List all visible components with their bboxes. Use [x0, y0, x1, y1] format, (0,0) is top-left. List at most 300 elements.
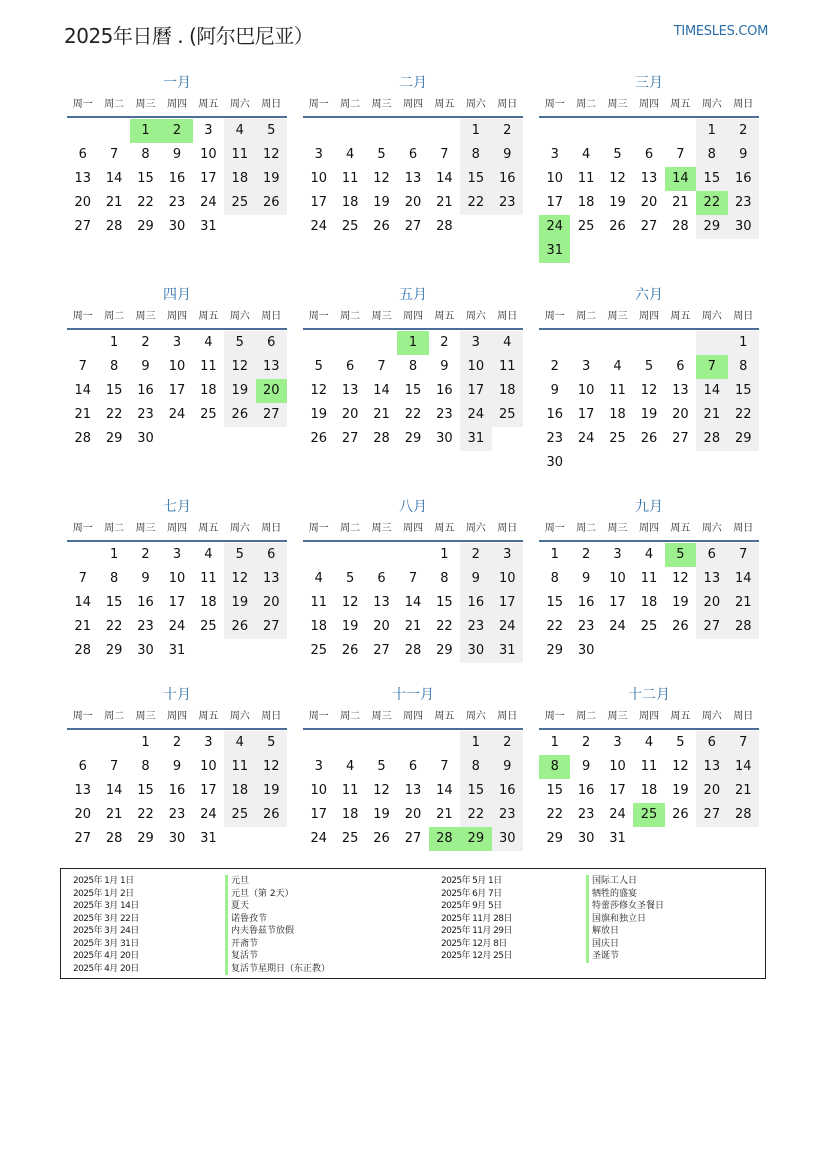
- weekday-label: 周日: [497, 311, 518, 322]
- day-grid: [67, 331, 287, 451]
- day-cell: 26: [224, 403, 255, 427]
- weekday-label: 周三: [607, 711, 628, 722]
- day-cell: 2: [141, 547, 150, 562]
- month-calendar: [303, 284, 523, 496]
- day-cell: 26: [373, 831, 390, 846]
- legend-date: 2025年 4月 20日: [73, 963, 139, 974]
- day-cell: 21: [436, 807, 453, 822]
- day-grid: [539, 331, 759, 475]
- day-cell: 15: [460, 167, 491, 191]
- weekday-header: [539, 518, 759, 542]
- day-cell: 20: [640, 195, 658, 210]
- day-cell: 24: [200, 195, 217, 210]
- day-cell: 2: [141, 335, 150, 350]
- day-cell: 4: [224, 731, 255, 755]
- day-cell: 1: [696, 119, 727, 143]
- day-cell: 5: [224, 331, 255, 355]
- day-cell: 28: [404, 643, 422, 658]
- day-cell: 6: [345, 359, 355, 374]
- weekday-label: 周六: [701, 523, 722, 534]
- day-cell: 22: [105, 407, 123, 422]
- weekday-label: 周六: [701, 711, 722, 722]
- legend-row: [73, 900, 330, 913]
- weekday-label: 周五: [198, 711, 219, 722]
- day-cell: 28: [105, 831, 123, 846]
- month-calendar: [67, 72, 287, 284]
- day-cell: 20: [672, 407, 689, 422]
- day-cell: 13: [640, 171, 658, 186]
- day-cell: 3: [613, 735, 622, 750]
- weekday-label: 周二: [576, 523, 597, 534]
- day-cell: 12: [640, 383, 658, 398]
- day-cell: 3: [172, 335, 182, 350]
- day-cell: 19: [256, 167, 287, 191]
- day-grid: [303, 543, 523, 663]
- weekday-label: 周五: [434, 311, 455, 322]
- day-cell: 26: [310, 431, 327, 446]
- month-title: 七月: [163, 499, 191, 515]
- weekday-label: 周五: [434, 711, 455, 722]
- day-cell: 18: [640, 783, 658, 798]
- day-cell: 11: [640, 759, 658, 774]
- day-cell: 8: [408, 359, 418, 374]
- day-cell: 19: [640, 407, 658, 422]
- month-calendar: [67, 684, 287, 872]
- weekday-label: 周四: [402, 99, 423, 110]
- day-cell: 29: [137, 831, 154, 846]
- legend-holiday-name: 元旦（第 2天）: [225, 888, 294, 901]
- day-cell: 9: [550, 383, 559, 398]
- empty-cell: [334, 119, 365, 143]
- holiday-legend: [60, 868, 766, 979]
- day-cell: 26: [256, 803, 287, 827]
- day-cell: 3: [550, 147, 559, 162]
- day-cell: 17: [310, 807, 327, 822]
- day-cell: 29: [696, 215, 727, 239]
- day-cell: 28: [373, 431, 390, 446]
- empty-cell: [696, 331, 727, 355]
- weekday-label: 周日: [497, 99, 518, 110]
- day-cell: 30: [728, 215, 759, 239]
- weekday-label: 周四: [166, 711, 187, 722]
- legend-holiday-name: 诺鲁孜节: [225, 913, 267, 926]
- day-cell: 2: [492, 119, 523, 143]
- weekday-label: 周一: [544, 711, 565, 722]
- day-cell: 21: [728, 779, 759, 803]
- day-cell: 9: [172, 147, 182, 162]
- day-cell: 13: [696, 755, 727, 779]
- legend-date: 2025年 12月 25日: [441, 951, 512, 961]
- day-cell: 19: [341, 619, 359, 634]
- legend-date: 2025年 5月 1日: [441, 876, 502, 886]
- day-cell: 26: [640, 431, 658, 446]
- weekday-label: 周日: [497, 523, 518, 534]
- day-cell: 28: [436, 219, 453, 234]
- empty-cell: [539, 331, 570, 355]
- day-cell: 16: [460, 591, 491, 615]
- day-grid: [539, 543, 759, 663]
- day-cell: 4: [581, 147, 591, 162]
- legend-date: 2025年 4月 20日: [73, 951, 139, 961]
- legend-holiday-name: 国际工人日: [586, 875, 637, 888]
- month-calendar: [539, 684, 759, 872]
- day-cell: 26: [341, 643, 359, 658]
- legend-holiday-name: 特蕾莎修女圣餐日: [586, 900, 664, 913]
- day-cell: 19: [310, 407, 327, 422]
- day-cell: 5: [256, 119, 287, 143]
- weekday-label: 周二: [576, 711, 597, 722]
- day-cell: 19: [373, 807, 390, 822]
- empty-cell: [334, 543, 365, 567]
- day-cell: 4: [613, 359, 622, 374]
- weekday-label: 周四: [402, 711, 423, 722]
- day-cell: 7: [440, 147, 449, 162]
- day-cell: 11: [577, 171, 595, 186]
- weekday-label: 周五: [670, 711, 691, 722]
- day-cell: 17: [168, 383, 186, 398]
- day-cell: 15: [546, 783, 563, 798]
- empty-cell: [98, 731, 129, 755]
- legend-holiday-name: 复活节: [225, 950, 258, 963]
- day-cell: 13: [256, 567, 287, 591]
- day-cell: 28: [728, 615, 759, 639]
- empty-cell: [366, 119, 397, 143]
- day-cell: 20: [74, 195, 91, 210]
- empty-cell: [397, 731, 428, 755]
- weekday-label: 周二: [340, 311, 361, 322]
- day-cell: 25: [341, 831, 359, 846]
- holiday-day-cell: 31: [539, 239, 570, 263]
- weekday-label: 周四: [166, 311, 187, 322]
- day-cell: 22: [137, 195, 154, 210]
- day-cell: 24: [200, 807, 217, 822]
- weekday-label: 周二: [104, 99, 125, 110]
- month-title: 十月: [163, 687, 191, 703]
- empty-cell: [67, 731, 98, 755]
- day-cell: 10: [577, 383, 595, 398]
- weekday-label: 周四: [638, 311, 659, 322]
- day-cell: 30: [168, 219, 186, 234]
- day-cell: 19: [672, 595, 689, 610]
- day-grid: [303, 331, 523, 451]
- day-cell: 8: [109, 359, 119, 374]
- day-cell: 28: [728, 803, 759, 827]
- day-cell: 21: [74, 407, 91, 422]
- holiday-day-cell: 1: [130, 119, 161, 143]
- weekday-header: [303, 706, 523, 730]
- day-cell: 9: [581, 759, 591, 774]
- legend-holiday-name: 圣诞节: [586, 950, 619, 963]
- day-cell: 15: [728, 379, 759, 403]
- legend-row: [441, 950, 664, 963]
- day-cell: 15: [460, 779, 491, 803]
- weekday-header: [303, 94, 523, 118]
- day-cell: 25: [609, 431, 626, 446]
- day-cell: 18: [200, 383, 217, 398]
- day-cell: 19: [609, 195, 626, 210]
- legend-holiday-name: 解放日: [586, 925, 619, 938]
- month-calendar: [539, 284, 759, 496]
- weekday-label: 周三: [135, 99, 156, 110]
- weekday-label: 周四: [638, 711, 659, 722]
- weekday-label: 周三: [371, 523, 392, 534]
- day-cell: 16: [492, 167, 523, 191]
- month-calendar: [303, 72, 523, 284]
- weekday-label: 周一: [72, 99, 93, 110]
- day-cell: 16: [577, 783, 595, 798]
- weekday-label: 周一: [308, 311, 329, 322]
- legend-date: 2025年 6月 7日: [441, 888, 502, 899]
- day-cell: 23: [492, 803, 523, 827]
- day-cell: 3: [613, 547, 622, 562]
- legend-row: [73, 925, 330, 938]
- legend-row: [441, 938, 664, 951]
- weekday-label: 周一: [72, 523, 93, 534]
- weekday-label: 周四: [402, 311, 423, 322]
- legend-holiday-name: 牺牲的盛宴: [586, 888, 637, 901]
- weekday-header: [303, 518, 523, 542]
- weekday-label: 周一: [544, 311, 565, 322]
- months-grid: [67, 72, 761, 872]
- day-cell: 12: [609, 171, 626, 186]
- day-cell: 29: [436, 643, 453, 658]
- day-cell: 2: [728, 119, 759, 143]
- day-cell: 10: [200, 147, 217, 162]
- day-cell: 23: [577, 807, 595, 822]
- weekday-label: 周四: [166, 99, 187, 110]
- day-cell: 27: [696, 615, 727, 639]
- day-cell: 25: [341, 219, 359, 234]
- empty-cell: [570, 119, 601, 143]
- day-cell: 17: [609, 595, 626, 610]
- day-grid: [303, 731, 523, 851]
- day-cell: 5: [345, 571, 355, 586]
- weekday-header: [539, 94, 759, 118]
- day-cell: 3: [204, 735, 213, 750]
- legend-date: 2025年 3月 22日: [73, 913, 139, 924]
- day-cell: 1: [141, 735, 150, 750]
- day-cell: 3: [314, 759, 323, 774]
- weekday-label: 周二: [576, 99, 597, 110]
- holiday-day-cell: 5: [665, 543, 696, 567]
- holiday-day-cell: 1: [397, 331, 428, 355]
- day-cell: 24: [310, 219, 327, 234]
- day-cell: 21: [404, 619, 422, 634]
- weekday-label: 周六: [701, 99, 722, 110]
- day-cell: 13: [672, 383, 689, 398]
- day-cell: 11: [224, 755, 255, 779]
- day-cell: 5: [676, 735, 685, 750]
- day-cell: 26: [224, 615, 255, 639]
- day-cell: 27: [404, 219, 422, 234]
- day-cell: 14: [105, 783, 123, 798]
- day-cell: 24: [577, 431, 595, 446]
- day-cell: 8: [141, 147, 150, 162]
- weekday-label: 周一: [308, 523, 329, 534]
- month-title: 十一月: [392, 687, 434, 703]
- day-cell: 6: [696, 543, 727, 567]
- weekday-label: 周一: [72, 711, 93, 722]
- day-cell: 5: [377, 759, 386, 774]
- day-cell: 14: [728, 755, 759, 779]
- weekday-header: [67, 94, 287, 118]
- day-cell: 31: [168, 643, 186, 658]
- brand-link[interactable]: TIMESLES.COM: [673, 24, 768, 39]
- day-cell: 20: [373, 619, 390, 634]
- day-cell: 27: [341, 431, 359, 446]
- legend-row: [73, 950, 330, 963]
- weekday-label: 周三: [607, 99, 628, 110]
- holiday-day-cell: 7: [696, 355, 727, 379]
- empty-cell: [67, 331, 98, 355]
- empty-cell: [303, 543, 334, 567]
- holiday-day-cell: 14: [665, 167, 696, 191]
- day-cell: 7: [728, 731, 759, 755]
- day-cell: 26: [672, 807, 689, 822]
- day-grid: [539, 119, 759, 263]
- day-cell: 21: [728, 591, 759, 615]
- day-cell: 25: [577, 219, 595, 234]
- day-cell: 30: [577, 643, 595, 658]
- day-cell: 20: [341, 407, 359, 422]
- day-cell: 4: [314, 571, 323, 586]
- day-cell: 3: [460, 331, 491, 355]
- day-cell: 24: [168, 619, 186, 634]
- weekday-label: 周一: [308, 711, 329, 722]
- weekday-header: [67, 518, 287, 542]
- holiday-day-cell: 29: [460, 827, 491, 851]
- day-cell: 30: [577, 831, 595, 846]
- day-cell: 22: [436, 619, 453, 634]
- day-cell: 10: [200, 759, 217, 774]
- day-cell: 23: [436, 407, 453, 422]
- empty-cell: [67, 543, 98, 567]
- day-cell: 11: [609, 383, 626, 398]
- weekday-label: 周五: [434, 523, 455, 534]
- day-cell: 12: [341, 595, 359, 610]
- day-cell: 8: [109, 571, 119, 586]
- weekday-label: 周五: [198, 311, 219, 322]
- day-cell: 29: [404, 431, 422, 446]
- month-title: 八月: [399, 499, 427, 515]
- day-cell: 13: [74, 171, 91, 186]
- legend-holiday-name: 复活节星期日（东正教）: [225, 963, 330, 976]
- weekday-label: 周日: [733, 523, 754, 534]
- day-cell: 4: [204, 335, 213, 350]
- day-cell: 10: [546, 171, 563, 186]
- day-cell: 23: [492, 191, 523, 215]
- day-cell: 4: [492, 331, 523, 355]
- day-cell: 2: [550, 359, 559, 374]
- day-cell: 10: [310, 171, 327, 186]
- day-cell: 19: [224, 379, 255, 403]
- day-cell: 21: [696, 403, 727, 427]
- day-cell: 17: [460, 379, 491, 403]
- month-title: 十二月: [628, 687, 670, 703]
- day-cell: 1: [728, 331, 759, 355]
- day-cell: 25: [310, 643, 327, 658]
- legend-holiday-name: 内夫鲁兹节放假: [225, 925, 294, 938]
- weekday-label: 周六: [465, 311, 486, 322]
- empty-cell: [539, 119, 570, 143]
- weekday-label: 周三: [607, 311, 628, 322]
- day-cell: 23: [168, 195, 186, 210]
- day-cell: 11: [341, 171, 359, 186]
- holiday-day-cell: 28: [429, 827, 460, 851]
- day-cell: 10: [609, 571, 626, 586]
- day-cell: 17: [200, 783, 217, 798]
- day-cell: 15: [105, 595, 123, 610]
- day-cell: 28: [672, 219, 689, 234]
- day-cell: 9: [172, 759, 182, 774]
- day-cell: 20: [404, 195, 422, 210]
- day-cell: 27: [256, 403, 287, 427]
- day-cell: 6: [256, 543, 287, 567]
- day-cell: 23: [546, 431, 563, 446]
- day-cell: 11: [640, 571, 658, 586]
- day-cell: 20: [404, 807, 422, 822]
- day-cell: 16: [168, 783, 186, 798]
- weekday-header: [67, 306, 287, 330]
- holiday-day-cell: 25: [633, 803, 664, 827]
- legend-date: 2025年 3月 14日: [73, 901, 139, 911]
- day-cell: 18: [224, 167, 255, 191]
- day-cell: 1: [109, 547, 119, 562]
- day-cell: 4: [224, 119, 255, 143]
- day-cell: 18: [224, 779, 255, 803]
- day-cell: 21: [105, 807, 123, 822]
- day-cell: 16: [168, 171, 186, 186]
- day-cell: 6: [676, 359, 685, 374]
- day-cell: 7: [109, 147, 119, 162]
- legend-row: [441, 888, 664, 901]
- day-cell: 8: [141, 759, 150, 774]
- day-cell: 13: [341, 383, 359, 398]
- day-cell: 30: [168, 831, 186, 846]
- holiday-day-cell: 20: [256, 379, 287, 403]
- day-cell: 17: [168, 595, 186, 610]
- day-cell: 3: [314, 147, 323, 162]
- day-cell: 15: [696, 167, 727, 191]
- empty-cell: [366, 331, 397, 355]
- day-cell: 21: [105, 195, 123, 210]
- day-cell: 20: [74, 807, 91, 822]
- day-cell: 7: [78, 571, 87, 586]
- day-cell: 1: [550, 547, 559, 562]
- holiday-day-cell: 2: [161, 119, 192, 143]
- weekday-label: 周三: [371, 99, 392, 110]
- day-cell: 14: [436, 171, 453, 186]
- weekday-label: 周日: [733, 711, 754, 722]
- day-cell: 6: [256, 331, 287, 355]
- day-cell: 6: [377, 571, 386, 586]
- day-cell: 21: [436, 195, 453, 210]
- legend-column-left: [73, 875, 330, 975]
- day-cell: 1: [460, 119, 491, 143]
- day-cell: 9: [581, 571, 591, 586]
- weekday-label: 周日: [261, 311, 282, 322]
- legend-holiday-name: 国庆日: [586, 938, 619, 951]
- empty-cell: [602, 331, 633, 355]
- day-cell: 3: [204, 123, 213, 138]
- legend-row: [441, 900, 664, 913]
- day-cell: 26: [609, 219, 626, 234]
- day-cell: 12: [256, 143, 287, 167]
- empty-cell: [67, 119, 98, 143]
- day-cell: 19: [672, 783, 689, 798]
- day-cell: 31: [492, 639, 523, 663]
- day-grid: [67, 119, 287, 239]
